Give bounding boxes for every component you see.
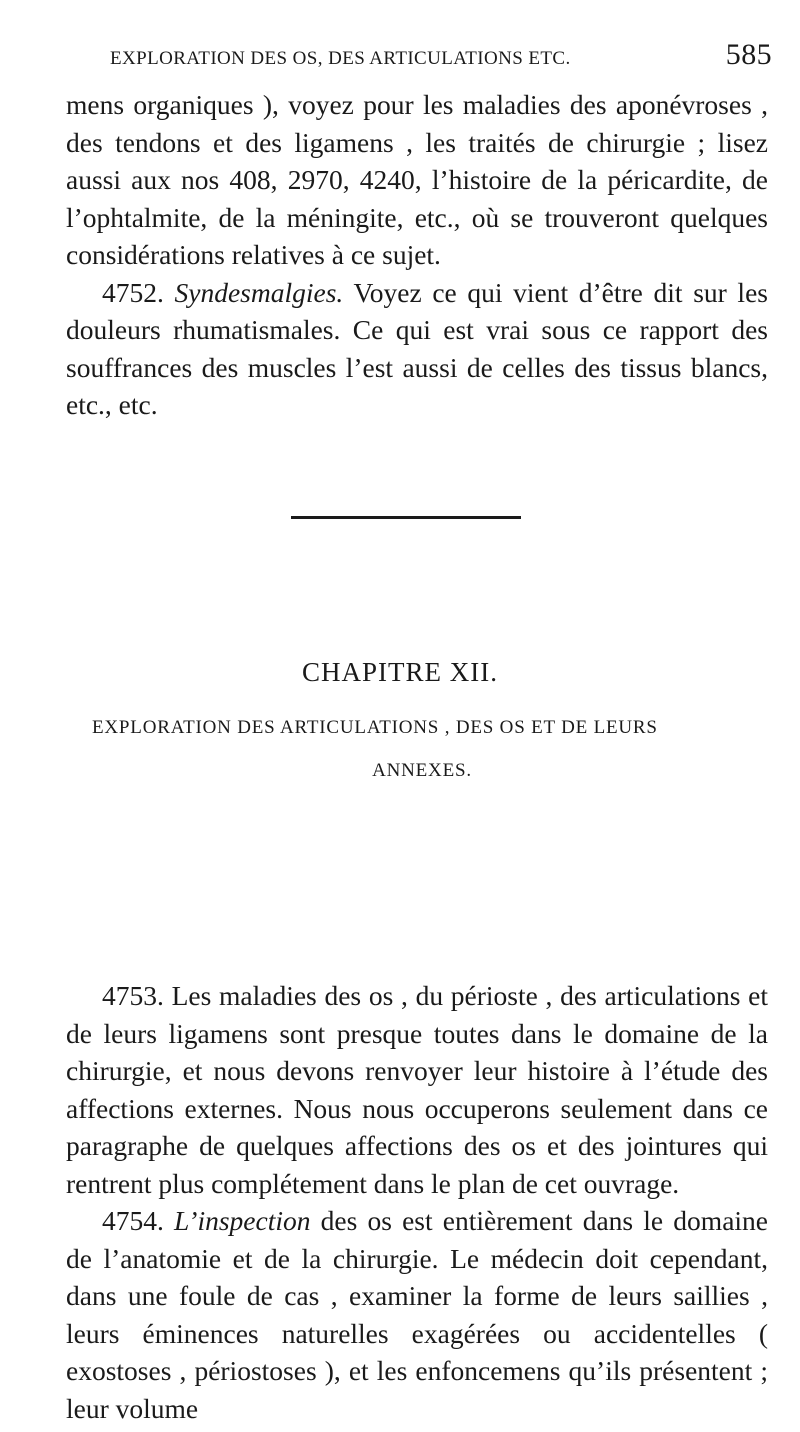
paragraph-text: mens organiques ), voyez pour les maladies des aponévroses , des tendons et des ligamens , les traités de chirurgie ; lisez aussi aux nos 408, 2970, 4240, l’histoire de la péricardite, de l’ophtalmite, de la méningite, etc., où se trouveront quelques considérations relatives à ce sujet.: [66, 89, 768, 270]
paragraph-title: L’inspection: [174, 1205, 311, 1236]
running-head-title: EXPLORATION DES OS, DES ARTICULATIONS ETC.: [110, 48, 571, 69]
chapter-subtitle: [92, 706, 752, 792]
chapter-subtitle-line-2: ANNEXES.: [372, 760, 472, 781]
section-divider: [291, 516, 521, 519]
running-head: [92, 30, 772, 78]
paragraph-text: des os est entièrement dans le domaine de l’anatomie et de la chirurgie. Le médecin doit cependant, dans une foule de cas , examiner la forme de leurs saillies , leurs éminences naturelles exagérées ou accidentelles ( exostoses , périostoses ), et les enfoncemens qu’ils présentent ; leur volume: [66, 1205, 768, 1424]
paragraph-number: 4753.: [102, 980, 164, 1011]
paragraph-continuation: [66, 86, 768, 274]
paragraph-number: 4752.: [102, 276, 164, 308]
paragraph-text: Voyez ce qui vient d’être dit sur les douleurs rhumatismales. Ce qui est vrai sous ce rapport des souffrances des muscles l’est aussi de celles des tissus blancs, etc., etc.: [66, 276, 768, 420]
text-block-bottom: [66, 977, 768, 1427]
paragraph-4754: [66, 1202, 768, 1427]
text-block-top: [66, 86, 768, 424]
paragraph-number: 4754.: [102, 1205, 164, 1236]
paragraph-4752: [66, 274, 768, 424]
chapter-subtitle-line-1: EXPLORATION DES ARTICULATIONS , DES OS ET DE LEURS: [92, 717, 658, 738]
paragraph-4753: [66, 977, 768, 1202]
paragraph-title: Syndesmalgies.: [174, 276, 344, 308]
page-number: 585: [725, 38, 772, 71]
paragraph-text: Les maladies des os , du périoste , des articulations et de leurs ligamens sont presque toutes dans le domaine de la chirurgie, et nous devons renvoyer leur histoire à l’étude des affections externes. Nous nous occuperons seulement dans ce paragraphe de quelques affections des os et des jointures qui rentrent plus complétement dans le plan de cet ouvrage.: [66, 980, 769, 1199]
chapter-heading: CHAPITRE XII.: [302, 657, 498, 687]
